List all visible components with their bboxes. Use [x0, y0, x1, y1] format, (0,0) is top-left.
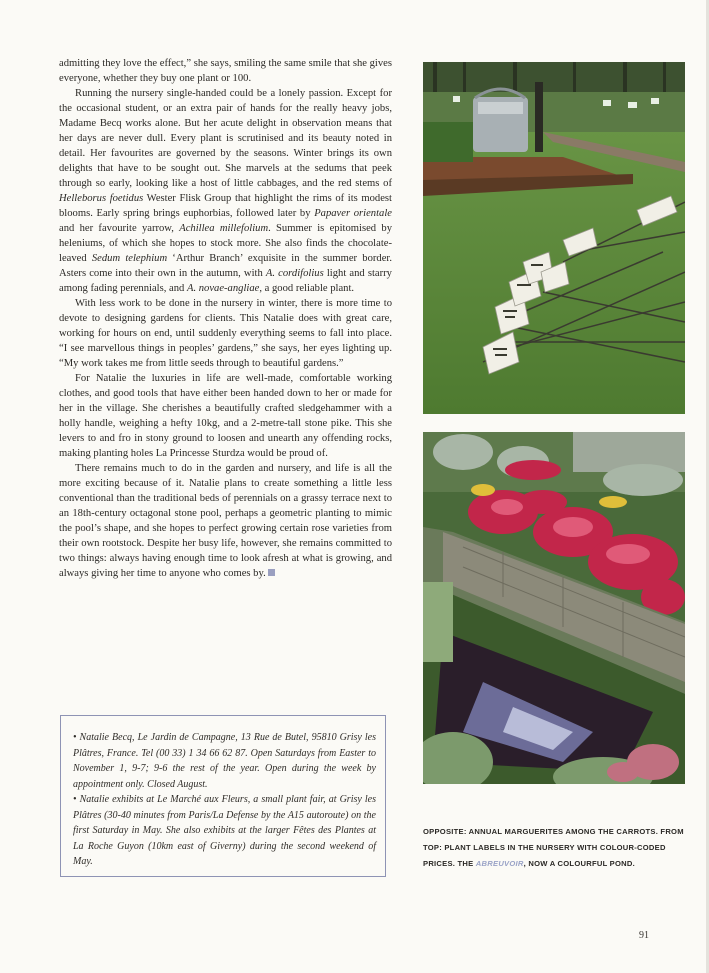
body-text-run: For Natalie the luxuries in life are well-made, comfortable working clothes, and good tools that have either been handed down to her or made for her in the village. She cherishes a beautifully crafted sledgehammer with a holly handle, weighing a hefty 10kg, and a 2-metre-tall stone pike. This she levers to and fro in stony ground to loosen and unearth any offending rocks, making planting holes La Princesse Sturdza would be proud of. [59, 373, 392, 459]
body-text-run: Wester Flisk Group that highlight the rims of its modest blooms. Early spring brings euphorbias, followed later by [59, 193, 392, 219]
body-text-run: and her favourite yarrow, [59, 223, 180, 234]
body-paragraph [59, 86, 392, 296]
photo-caption [423, 824, 685, 872]
caption-text-end: , NOW A COLOURFUL POND. [523, 859, 635, 868]
info-item: • Natalie Becq, Le Jardin de Campagne, 13 Rue de Butel, 95810 Grisy les Plâtres, France. Tel (00 33) 1 34 66 62 87. Open Saturdays from Easter to November 1, 9-7; 9-6 the rest of the year. Open during the week by appointment only. Closed August. [73, 732, 376, 790]
body-text-run: There remains much to do in the garden and nursery, and life is all the more exciting because of it. Natalie plans to create something a little less conventional than the traditional beds of perennials on a grassy terrace next to an 18th-century octagonal stone pool, perhaps a geometric planting to mimic the pool’s shape, and she hopes to perfect growing certain rose varieties from their own rootstock. Despite her busy life, however, she remains committed to two things: always having enough time to look afresh at what is growing, and always giving her time to anyone who comes by. [59, 463, 392, 579]
italic-plant-name: Sedum telephium [91, 253, 168, 264]
photo-abreuvoir-pond [423, 432, 685, 784]
body-text-run: , a good reliable plant. [259, 283, 355, 294]
italic-plant-name: Achillea millefolium [179, 223, 269, 234]
italic-plant-name: Papaver orientale [314, 208, 392, 219]
caption-accent-word: ABREUVOIR [475, 859, 524, 868]
page-number: 91 [639, 930, 649, 941]
end-square-icon [268, 569, 275, 576]
body-text-run: Running the nursery single-handed could be a lonely passion. Except for the occasional student, or an extra pair of hands for the really heavy jobs, Madame Becq works alone. But her acute delight in observation means that her days are never dull. Every plant is scrutinised and its beauty noted in detail. Her favourites are governed by the seasons. Winter brings its own delights that have to be sought out. She marvels at the sedums that peek through so early, looking like a host of little cabbages, and the red stems of [59, 88, 392, 189]
body-text-run: admitting they love the effect,” she says, smiling the same smile that she gives everyone, whether they buy one plant or 100. [59, 58, 392, 84]
address-info-box [60, 715, 386, 877]
body-text-run: light and starry among fading perennials, and [59, 268, 392, 294]
photo-plant-labels [423, 62, 685, 414]
body-paragraph [59, 56, 392, 86]
body-text-run: With less work to be done in the nursery in winter, there is more time to devote to designing gardens for clients. This Natalie does with great care, working for hours on end, until suddenly everything seems to fall into place. “I see marvellous things in peoples’ gardens,” she says, her eyes lighting up. “My work takes me from little seeds through to beautiful gardens.” [59, 298, 392, 369]
caption-text: OPPOSITE: ANNUAL MARGUERITES AMONG THE CARROTS. FROM TOP: PLANT LABELS IN THE NURSERY WITH COLOUR-CODED PRICES. THE [423, 827, 684, 868]
body-paragraph [59, 296, 392, 371]
body-paragraph [59, 461, 392, 581]
italic-plant-name: A. cordifolius [265, 268, 324, 279]
body-text-run: ‘Arthur Branch’ exquisite in the summer border. Asters come into their own in the autumn, with [59, 253, 392, 279]
body-paragraph [59, 371, 392, 461]
italic-plant-name: Helleborus foetidus [59, 193, 144, 204]
body-text-column [59, 56, 392, 581]
body-text-run: . Summer is epitomised by heleniums, of which she hopes to stock more. She also finds the chocolate-leaved [59, 223, 392, 264]
italic-plant-name: A. novae-angliae [186, 283, 260, 294]
info-item: • Natalie exhibits at Le Marché aux Fleurs, a small plant fair, at Grisy les Plâtres (30-40 minutes from Paris/La Defense by the A15 autoroute) on the first Saturday in May. She also exhibits at the larger Fêtes des Plantes at La Roche Guyon (10km east of Giverny) during the second weekend of May. [73, 794, 376, 867]
